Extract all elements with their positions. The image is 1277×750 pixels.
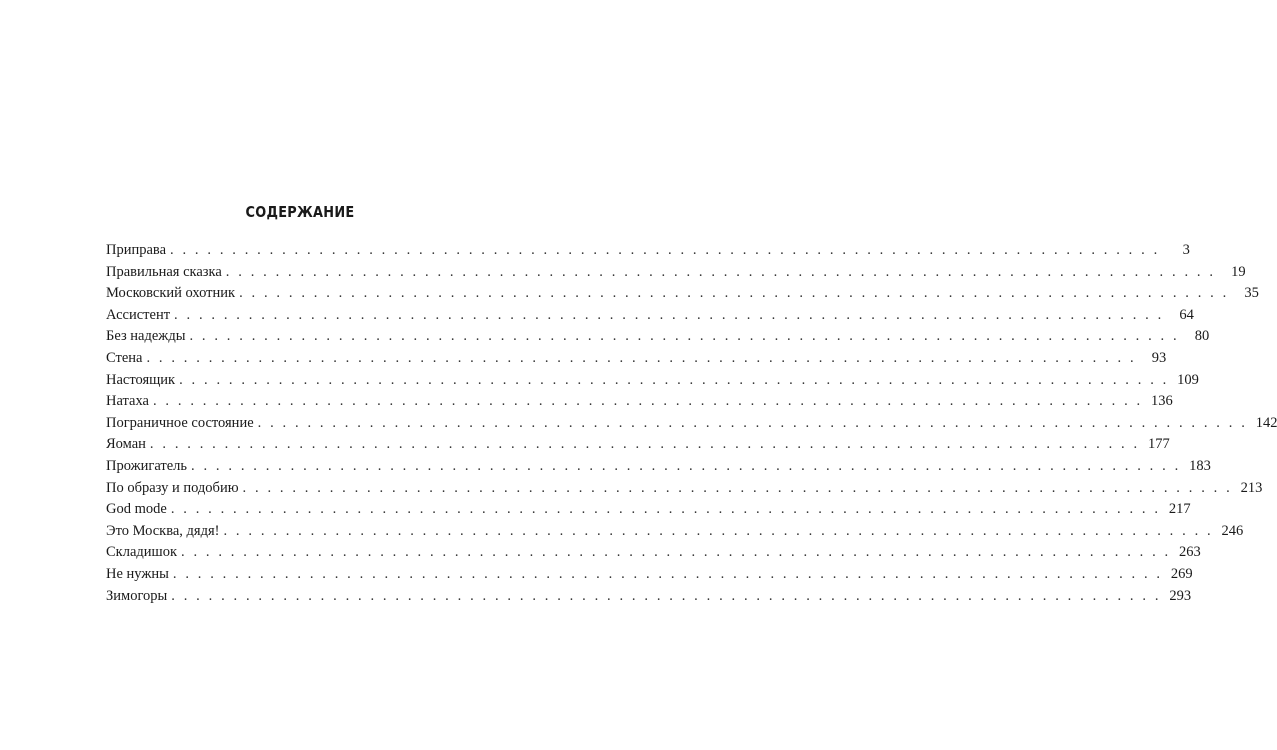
toc-page-number: 93 <box>1151 349 1167 366</box>
toc-page-number: 269 <box>1170 565 1193 582</box>
toc-dot-leader: . . . . . . . . . . . . . . . . . . . . . . . . . . . . . . . . . . . . . . . . . . . . . . . . . . . . . . . . . . . . . . . . . . . . . . . . . . . . . . . . <box>257 414 1248 431</box>
toc-entry <box>106 542 1201 564</box>
toc-page-number: 217 <box>1168 501 1191 518</box>
toc-dot-leader: . . . . . . . . . . . . . . . . . . . . . . . . . . . . . . . . . . . . . . . . . . . . . . . . . . . . . . . . . . . . . . . . . . . . . . . . . . . . . . . . <box>170 501 1161 518</box>
toc-entry-title: Не нужны <box>106 565 169 582</box>
toc-entry <box>106 262 1246 284</box>
toc-entry-title: По образу и подобию <box>106 479 239 496</box>
toc-dot-leader: . . . . . . . . . . . . . . . . . . . . . . . . . . . . . . . . . . . . . . . . . . . . . . . . . . . . . . . . . . . . . . . . . . . . . . . . . . . . . . . . <box>149 436 1140 453</box>
toc-dot-leader: . . . . . . . . . . . . . . . . . . . . . . . . . . . . . . . . . . . . . . . . . . . . . . . . . . . . . . . . . . . . . . . . . . . . . . . . . . . . . . . . <box>242 479 1233 496</box>
toc-entry-title: Приправа <box>106 242 167 258</box>
toc-list <box>106 240 1277 607</box>
toc-entry <box>106 240 1190 262</box>
toc-page-number: 19 <box>1231 263 1246 280</box>
toc-entry <box>106 586 1192 608</box>
toc-entry-title: Московский охотник <box>106 285 236 302</box>
toc-entry-title: Это Москва, дядя! <box>106 522 220 539</box>
toc-page-number: 136 <box>1151 393 1173 410</box>
toc-entry-title: Ассистент <box>106 306 171 323</box>
toc-page-number: 109 <box>1177 371 1199 388</box>
toc-dot-leader: . . . . . . . . . . . . . . . . . . . . . . . . . . . . . . . . . . . . . . . . . . . . . . . . . . . . . . . . . . . . . . . . . . . . . . . . . . . . . . . . <box>172 565 1163 582</box>
toc-entry-title: Зимогоры <box>106 587 168 604</box>
toc-entry <box>106 499 1191 521</box>
toc-dot-leader: . . . . . . . . . . . . . . . . . . . . . . . . . . . . . . . . . . . . . . . . . . . . . . . . . . . . . . . . . . . . . . . . . . . . . . . . . . . . . . . . <box>239 285 1229 302</box>
toc-entry <box>106 305 1194 327</box>
toc-entry-title: Натаха <box>106 393 149 410</box>
toc-page-number: 35 <box>1244 285 1259 302</box>
toc-dot-leader: . . . . . . . . . . . . . . . . . . . . . . . . . . . . . . . . . . . . . . . . . . . . . . . . . . . . . . . . . . . . . . . . . . . . . . . . . . . . . . . . <box>179 371 1169 388</box>
toc-dot-leader: . . . . . . . . . . . . . . . . . . . . . . . . . . . . . . . . . . . . . . . . . . . . . . . . . . . . . . . . . . . . . . . . . . . . . . . . . . . . . . . . <box>225 263 1216 280</box>
toc-entry <box>106 348 1167 370</box>
toc-entry <box>106 370 1199 392</box>
toc-page-number: 142 <box>1255 414 1277 431</box>
toc-page-number: 263 <box>1179 544 1201 561</box>
toc-page-number: 3 <box>1182 242 1190 258</box>
toc-dot-leader: . . . . . . . . . . . . . . . . . . . . . . . . . . . . . . . . . . . . . . . . . . . . . . . . . . . . . . . . . . . . . . . . . . . . . . . . . . . . . . . . <box>191 457 1181 474</box>
toc-entry-title: Прожигатель <box>106 457 188 474</box>
toc-dot-leader: . . . . . . . . . . . . . . . . . . . . . . . . . . . . . . . . . . . . . . . . . . . . . . . . . . . . . . . . . . . . . . . . . . . . . . . . . . . . . . . . <box>146 349 1137 366</box>
toc-dot-leader: . . . . . . . . . . . . . . . . . . . . . . . . . . . . . . . . . . . . . . . . . . . . . . . . . . . . . . . . . . . . . . . . . . . . . . . . . . . . . . . . <box>152 393 1143 410</box>
toc-entry <box>106 434 1170 456</box>
toc-entry-title: Стена <box>106 349 143 366</box>
toc-dot-leader: . . . . . . . . . . . . . . . . . . . . . . . . . . . . . . . . . . . . . . . . . . . . . . . . . . . . . . . . . . . . . . . . . . . . . . . . . . . . . . . . <box>189 328 1180 345</box>
toc-page-number: 64 <box>1179 306 1194 323</box>
toc-entry-title: Правильная сказка <box>106 263 222 280</box>
toc-entry-title: Яоман <box>106 436 146 453</box>
toc-entry <box>106 413 1277 435</box>
toc-page-number: 213 <box>1240 479 1263 496</box>
toc-entry <box>106 521 1244 543</box>
toc-entry <box>106 478 1263 500</box>
toc-dot-leader: . . . . . . . . . . . . . . . . . . . . . . . . . . . . . . . . . . . . . . . . . . . . . . . . . . . . . . . . . . . . . . . . . . . . . . . . . . . . . . . . <box>181 544 1171 561</box>
toc-page-number: 80 <box>1194 328 1210 345</box>
toc-entry <box>106 283 1259 305</box>
toc-dot-leader: . . . . . . . . . . . . . . . . . . . . . . . . . . . . . . . . . . . . . . . . . . . . . . . . . . . . . . . . . . . . . . . . . . . . . . . . . . . . . . . . <box>223 522 1214 539</box>
toc-heading: СОДЕРЖАНИЕ <box>245 203 355 221</box>
toc-entry-title: God mode <box>106 501 167 518</box>
toc-dot-leader: . . . . . . . . . . . . . . . . . . . . . . . . . . . . . . . . . . . . . . . . . . . . . . . . . . . . . . . . . . . . . . . . . . . . . . . . . . . . . . . . <box>170 242 1160 258</box>
toc-dot-leader: . . . . . . . . . . . . . . . . . . . . . . . . . . . . . . . . . . . . . . . . . . . . . . . . . . . . . . . . . . . . . . . . . . . . . . . . . . . . . . . . <box>174 306 1164 323</box>
toc-page-number: 246 <box>1221 522 1244 539</box>
toc-page-number: 293 <box>1169 587 1192 604</box>
toc-page-number: 177 <box>1147 436 1170 453</box>
toc-entry-title: Складишок <box>106 544 177 561</box>
toc-entry-title: Настоящик <box>106 371 176 388</box>
toc-entry-title: Пограничное состояние <box>106 414 254 431</box>
toc-entry <box>106 326 1210 348</box>
toc-entry <box>106 456 1211 478</box>
toc-entry <box>106 391 1173 413</box>
toc-entry-title: Без надежды <box>106 328 186 345</box>
toc-entry <box>106 564 1193 586</box>
toc-page-number: 183 <box>1189 457 1211 474</box>
toc-dot-leader: . . . . . . . . . . . . . . . . . . . . . . . . . . . . . . . . . . . . . . . . . . . . . . . . . . . . . . . . . . . . . . . . . . . . . . . . . . . . . . . . <box>171 587 1162 604</box>
